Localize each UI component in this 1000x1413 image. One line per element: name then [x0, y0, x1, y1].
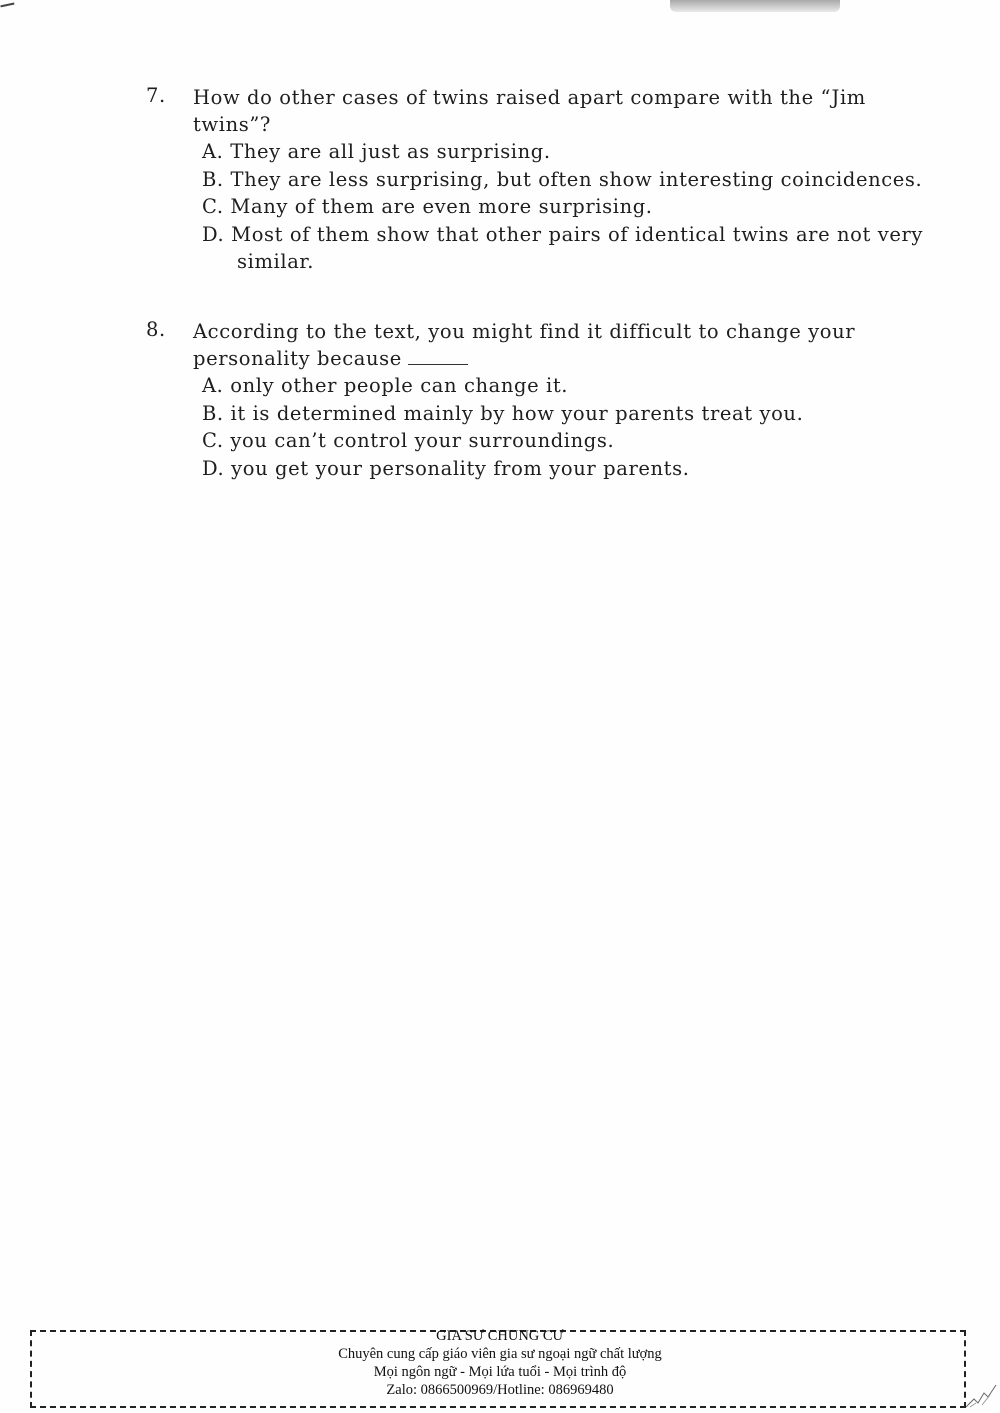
- footer-line-2: Mọi ngôn ngữ - Mọi lứa tuổi - Mọi trình độ: [373, 1364, 627, 1380]
- question-number: 7.: [146, 84, 166, 107]
- question-8: [146, 318, 946, 482]
- option-b: B. it is determined mainly by how your parents treat you.: [202, 401, 804, 425]
- options-list: [202, 372, 946, 482]
- footer-title: GIA SƯ CHUNG CƯ: [436, 1328, 564, 1344]
- option-d: D. you get your personality from your parents.: [202, 456, 690, 480]
- footer-text: [0, 1327, 1000, 1399]
- corner-scribble-icon: [964, 1379, 998, 1409]
- scan-shadow: [670, 0, 840, 12]
- option-c: C. you can’t control your surroundings.: [202, 429, 615, 452]
- question-stem: How do other cases of twins raised apart compare with the “Jim twins”?: [193, 86, 866, 136]
- question-stem-text: According to the text, you might find it difficult to change your personality because: [193, 320, 856, 370]
- option-b: B. They are less surprising, but often show interesting coincidences.: [202, 167, 923, 191]
- options-list: [202, 138, 946, 276]
- question-stem: [193, 318, 943, 372]
- scan-mark: [0, 0, 14, 7]
- option-c: C. Many of them are even more surprising.: [202, 195, 653, 218]
- option-d: D. Most of them show that other pairs of identical twins are not very similar.: [202, 222, 924, 273]
- question-7: [146, 84, 946, 276]
- footer-line-3: Zalo: 0866500969/Hotline: 086969480: [386, 1382, 614, 1398]
- question-number: 8.: [146, 318, 166, 341]
- option-a: A. only other people can change it.: [202, 374, 569, 397]
- footer-line-1: Chuyên cung cấp giáo viên gia sư ngoại ngữ chất lượng: [338, 1346, 662, 1362]
- answer-blank: [408, 350, 468, 365]
- option-a: A. They are all just as surprising.: [202, 140, 551, 163]
